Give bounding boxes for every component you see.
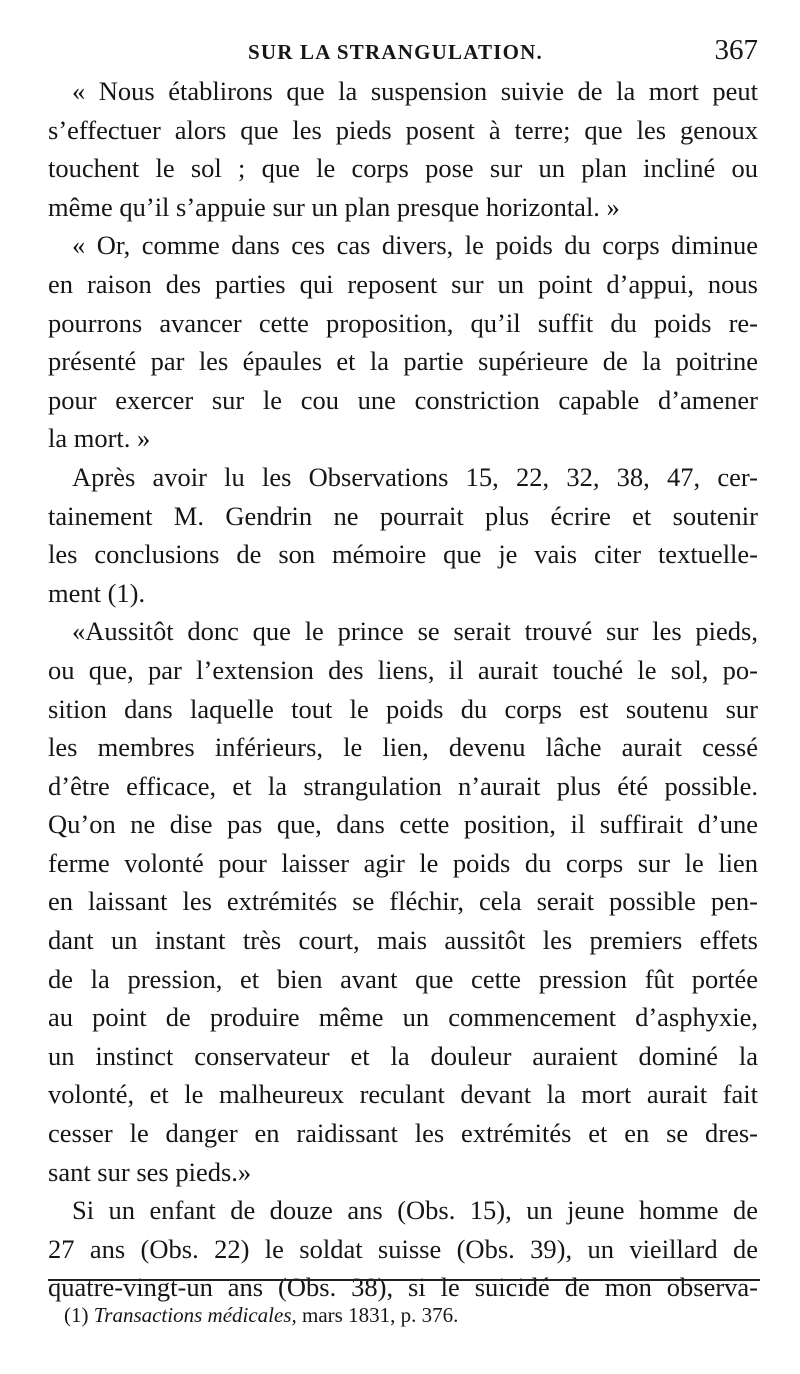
- text-line: d’être efficace, et la strangulation n’aurait plus été possible.: [48, 770, 758, 801]
- text-line: s’effectuer alors que les pieds posent à terre; que les genoux: [48, 114, 758, 145]
- text-line: les conclusions de son mémoire que je vais citer textuelle-: [48, 539, 758, 570]
- text-line: en laissant les extrémités se fléchir, cela serait possible pen-: [48, 886, 758, 917]
- text-line: présenté par les épaules et la partie supérieure de la poitrine: [48, 346, 758, 377]
- text-line: Qu’on ne dise pas que, dans cette position, il suffirait d’une: [48, 809, 758, 840]
- text-line: de la pression, et bien avant que cette pression fût portée: [48, 963, 758, 994]
- footnote-rule: [48, 1279, 760, 1281]
- text-line: Après avoir lu les Observations 15, 22, 32, 38, 47, cer-: [72, 461, 758, 492]
- text-line: au point de produire même un commencement d’asphyxie,: [48, 1002, 758, 1033]
- page-number: 367: [714, 34, 758, 66]
- footnote: [64, 1303, 458, 1328]
- text-line: cesser le danger en raidissant les extrémités et en se dres-: [48, 1118, 758, 1149]
- text-line: sant sur ses pieds.»: [48, 1156, 252, 1187]
- text-line: ment (1).: [48, 577, 146, 608]
- footnote-marker: (1): [64, 1303, 89, 1327]
- text-line: quatre-vingt-un ans (Obs. 38), si le suicidé de mon observa-: [48, 1272, 758, 1303]
- text-line: tainement M. Gendrin ne pourrait plus écrire et soutenir: [48, 500, 758, 531]
- footnote-source: Transactions médicales,: [93, 1303, 297, 1327]
- text-line: «Aussitôt donc que le prince se serait trouvé sur les pieds,: [72, 616, 758, 647]
- text-line: même qu’il s’appuie sur un plan presque horizontal. »: [48, 191, 620, 222]
- text-line: un instinct conservateur et la douleur auraient dominé la: [48, 1040, 758, 1071]
- text-line: sition dans laquelle tout le poids du corps est soutenu sur: [48, 693, 758, 724]
- body-text: [48, 72, 758, 1307]
- text-line: 27 ans (Obs. 22) le soldat suisse (Obs. 39), un vieillard de: [48, 1233, 758, 1264]
- footnote-reference: mars 1831, p. 376.: [296, 1303, 459, 1327]
- text-line: en raison des parties qui reposent sur un point d’appui, nous: [48, 268, 758, 299]
- text-line: pourrons avancer cette proposition, qu’il suffit du poids re-: [48, 307, 758, 338]
- text-line: dant un instant très court, mais aussitôt les premiers effets: [48, 925, 758, 956]
- page-header: [48, 32, 758, 72]
- text-line: touchent le sol ; que le corps pose sur un plan incliné ou: [48, 153, 758, 184]
- text-line: les membres inférieurs, le lien, devenu lâche aurait cessé: [48, 732, 758, 763]
- text-line: pour exercer sur le cou une constriction capable d’amener: [48, 384, 758, 415]
- text-line: Si un enfant de douze ans (Obs. 15), un jeune homme de: [72, 1195, 758, 1226]
- text-line: « Or, comme dans ces cas divers, le poids du corps diminue: [72, 230, 758, 261]
- text-line: « Nous établirons que la suspension suivie de la mort peut: [72, 76, 758, 106]
- text-line: volonté, et le malheureux reculant devant la mort aurait fait: [48, 1079, 758, 1110]
- text-line: ferme volonté pour laisser agir le poids du corps sur le lien: [48, 847, 758, 878]
- text-line: ou que, par l’extension des liens, il aurait touché le sol, po-: [48, 654, 758, 685]
- running-head: SUR LA STRANGULATION.: [248, 40, 543, 64]
- text-line: la mort. »: [48, 423, 151, 454]
